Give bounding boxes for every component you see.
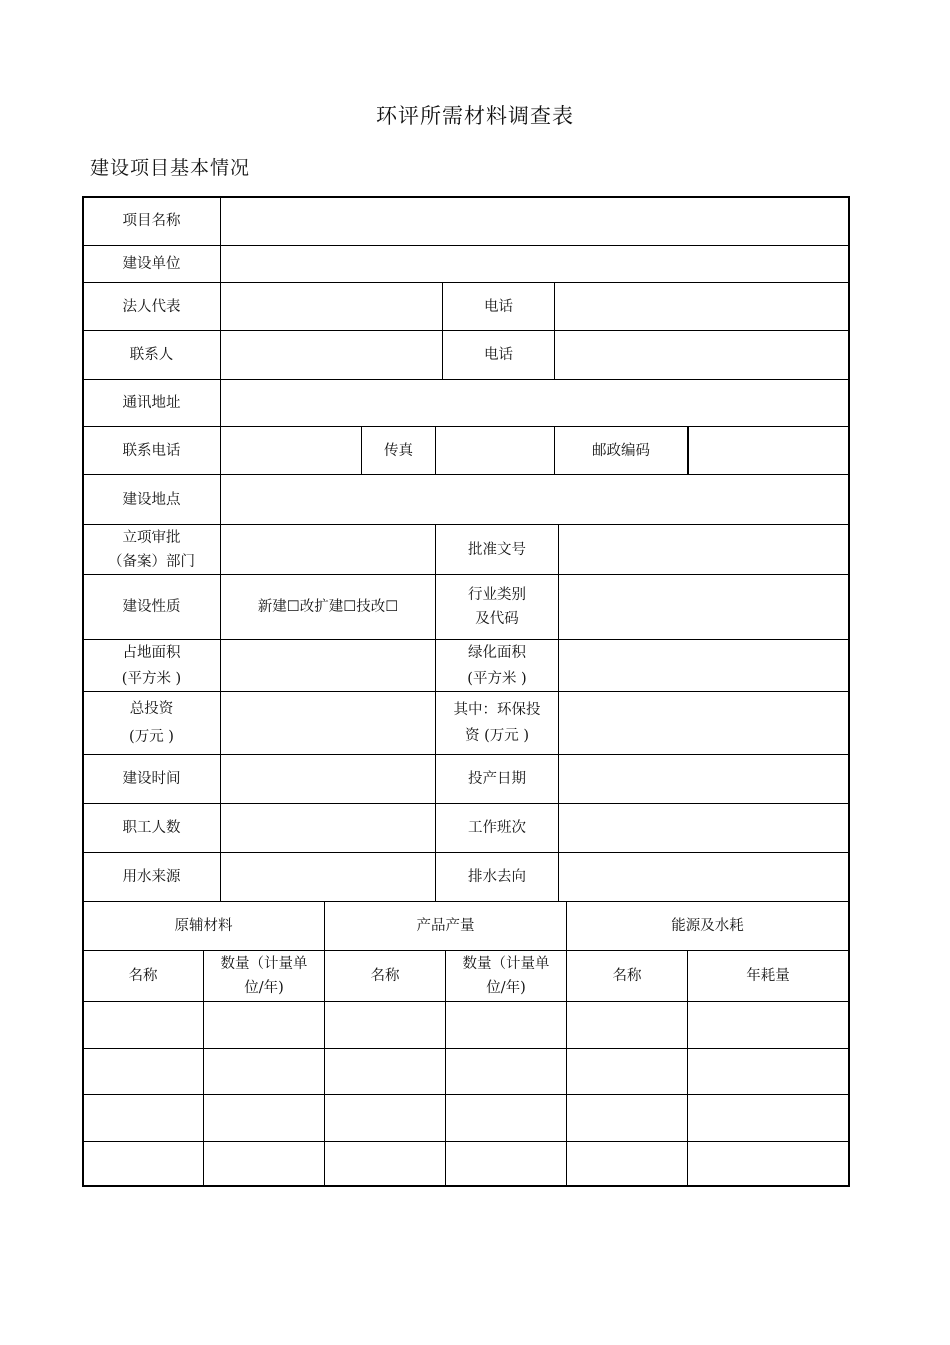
field-nature-options[interactable]: 新建☐改扩建☐技改☐ bbox=[220, 574, 436, 640]
label-land-area-line2: (平方米 ) bbox=[121, 670, 182, 687]
label-address: 通讯地址 bbox=[82, 379, 221, 427]
label-industry-line1: 行业类别 bbox=[468, 587, 526, 603]
col-annual-consumption: 年耗量 bbox=[687, 950, 850, 1002]
header-energy-water: 能源及水耗 bbox=[566, 901, 850, 951]
label-build-time: 建设时间 bbox=[82, 754, 221, 804]
label-water-source: 用水来源 bbox=[82, 852, 221, 902]
label-drainage: 排水去向 bbox=[435, 852, 559, 902]
label-contact: 联系人 bbox=[82, 330, 221, 380]
col-raw-qty-line2: 位/年) bbox=[244, 980, 284, 996]
label-env-investment-line2: 资 (万元 ) bbox=[464, 728, 530, 744]
col-raw-qty-line1: 数量（计量单 bbox=[220, 956, 308, 972]
label-investment-line2: (万元 ) bbox=[129, 729, 174, 745]
label-fax: 传真 bbox=[361, 426, 436, 475]
page-title: 环评所需材料调查表 bbox=[376, 104, 574, 128]
table-outer-border bbox=[82, 196, 850, 1187]
label-green-area-line1: 绿化面积 bbox=[468, 644, 526, 661]
col-raw-name: 名称 bbox=[82, 950, 204, 1002]
label-approval-dept-line1: 立项审批 bbox=[122, 529, 181, 546]
section-title: 建设项目基本情况 bbox=[90, 157, 251, 179]
label-land-area-line1: 占地面积 bbox=[122, 644, 181, 661]
col-product-name: 名称 bbox=[324, 950, 446, 1002]
col-energy-name: 名称 bbox=[566, 950, 688, 1002]
label-project-name: 项目名称 bbox=[82, 196, 221, 246]
label-shifts: 工作班次 bbox=[435, 803, 559, 853]
label-phone-2: 电话 bbox=[442, 330, 555, 380]
label-staff: 职工人数 bbox=[82, 803, 221, 853]
label-builder: 建设单位 bbox=[82, 245, 221, 283]
label-env-investment-line1: 其中：环保投 bbox=[453, 702, 541, 718]
col-product-qty-line1: 数量（计量单 bbox=[462, 956, 550, 972]
col-product-qty-line2: 位/年) bbox=[486, 980, 526, 996]
label-approval-no: 批准文号 bbox=[435, 524, 559, 575]
label-investment-line1: 总投资 bbox=[129, 701, 174, 717]
label-contact-phone: 联系电话 bbox=[82, 426, 221, 475]
label-phone-1: 电话 bbox=[442, 282, 555, 331]
header-raw-materials: 原辅材料 bbox=[82, 901, 325, 951]
header-products: 产品产量 bbox=[324, 901, 567, 951]
label-site: 建设地点 bbox=[82, 474, 221, 525]
label-production-date: 投产日期 bbox=[435, 754, 559, 804]
label-industry-line2: 及代码 bbox=[475, 611, 519, 627]
label-postcode: 邮政编码 bbox=[554, 426, 689, 475]
label-approval-dept-line2: （备案）部门 bbox=[108, 553, 195, 570]
label-legal-rep: 法人代表 bbox=[82, 282, 221, 331]
label-nature: 建设性质 bbox=[82, 574, 221, 640]
label-green-area-line2: (平方米 ) bbox=[467, 670, 527, 687]
